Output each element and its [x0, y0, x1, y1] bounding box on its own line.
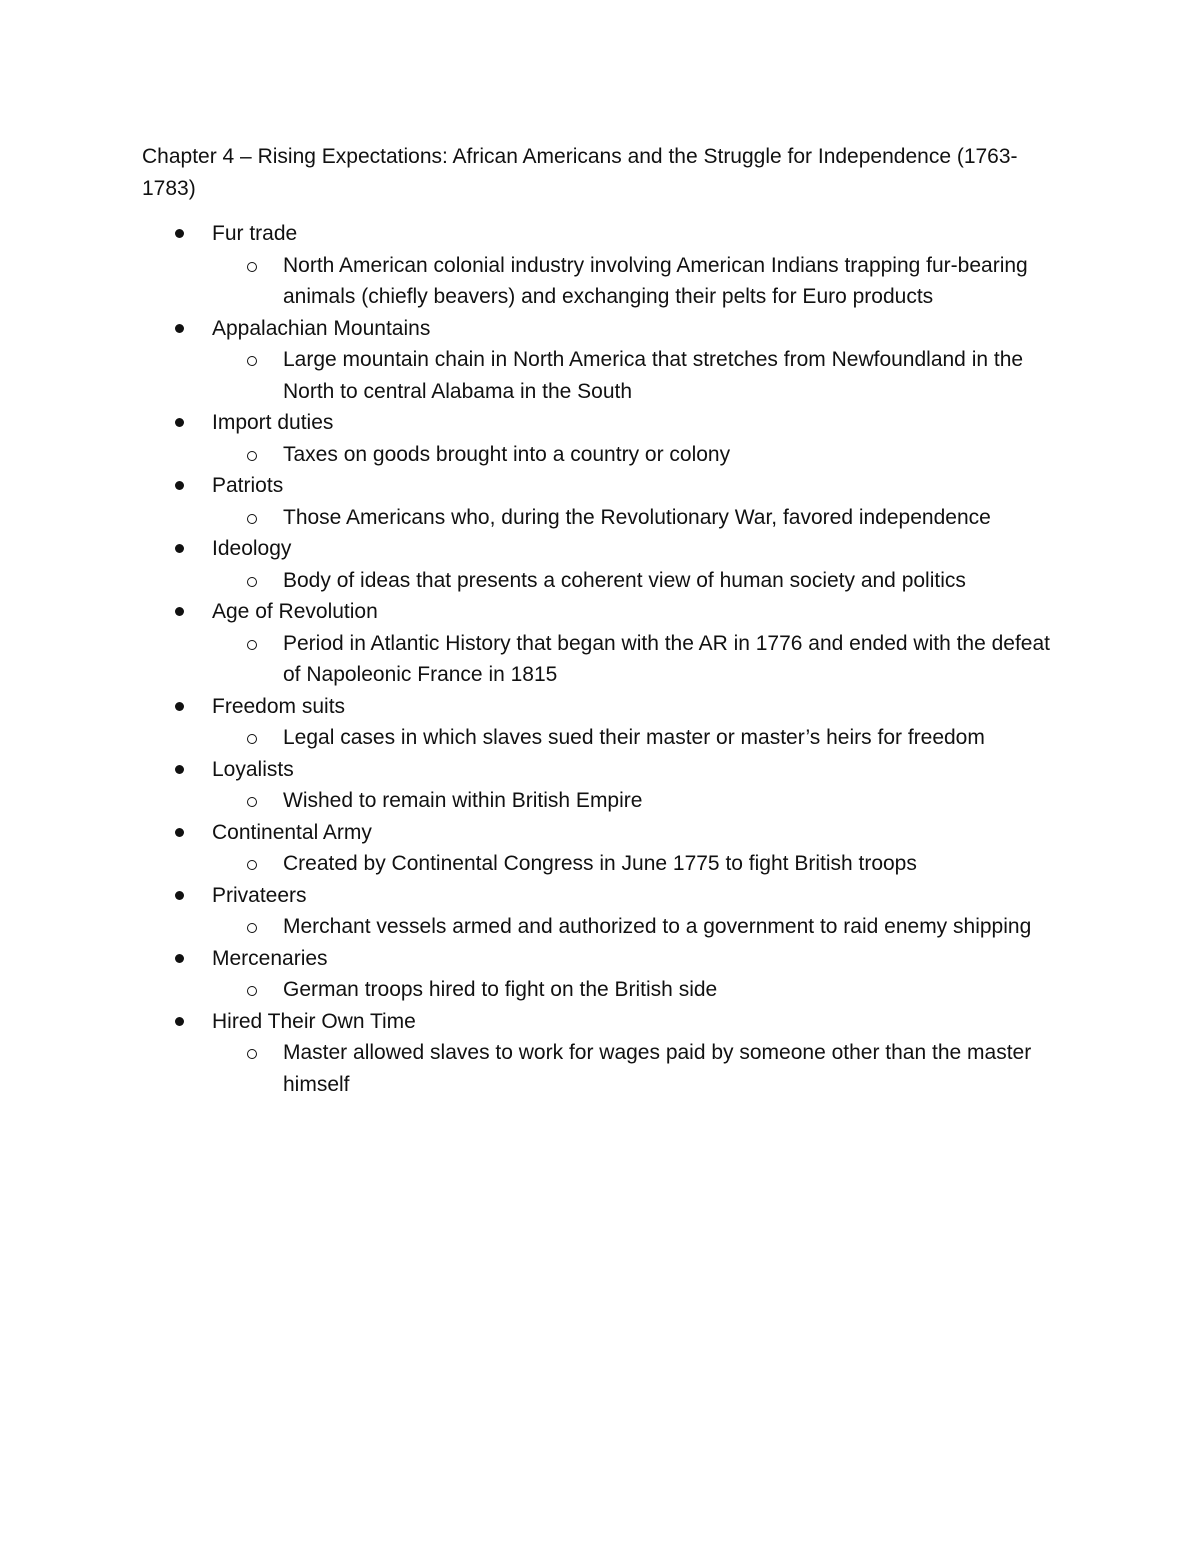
- term-item: [0, 470, 1200, 533]
- term-label: Ideology: [212, 537, 292, 560]
- term-row: [0, 470, 1200, 502]
- bullet-icon: [175, 544, 184, 553]
- term-row: [0, 943, 1200, 975]
- term-label: Appalachian Mountains: [212, 316, 431, 340]
- term-item: [0, 754, 1200, 817]
- definition-item: [283, 565, 1063, 597]
- term-item: [0, 313, 1200, 408]
- bullet-icon: [175, 954, 184, 963]
- circle-bullet-icon: [247, 262, 257, 272]
- bullet-icon: [175, 1017, 184, 1026]
- bullet-icon: [175, 418, 184, 427]
- definition-text: Master allowed slaves to work for wages paid by someone other than the master himself: [283, 1041, 1032, 1096]
- bullet-icon: [175, 702, 184, 711]
- term-label: Fur trade: [212, 222, 298, 245]
- definition-item: [283, 344, 1063, 407]
- definition-item: [283, 848, 1063, 880]
- bullet-icon: [175, 765, 184, 774]
- term-row: [0, 817, 1200, 849]
- term-item: [0, 817, 1200, 880]
- circle-bullet-icon: [247, 1049, 257, 1059]
- term-label: Loyalists: [212, 757, 294, 781]
- circle-bullet-icon: [247, 923, 257, 933]
- bullet-icon: [175, 891, 184, 900]
- term-item: [0, 880, 1200, 943]
- term-label: Age of Revolution: [212, 600, 378, 623]
- definition-item: [283, 974, 1063, 1006]
- definition-item: [283, 722, 1063, 754]
- bullet-icon: [175, 324, 184, 333]
- term-item: [0, 596, 1200, 691]
- term-list: [0, 218, 1200, 1100]
- term-row: [0, 754, 1200, 786]
- circle-bullet-icon: [247, 860, 257, 870]
- definition-text: Wished to remain within British Empire: [283, 789, 643, 812]
- definition-item: [283, 502, 1063, 534]
- definition-text: Legal cases in which slaves sued their master or master’s heirs for freedom: [283, 726, 985, 749]
- circle-bullet-icon: [247, 356, 257, 366]
- bullet-icon: [175, 481, 184, 490]
- circle-bullet-icon: [247, 640, 257, 650]
- term-label: Freedom suits: [212, 694, 346, 718]
- definition-text: Those Americans who, during the Revolutionary War, favored independence: [283, 505, 991, 529]
- bullet-icon: [175, 828, 184, 837]
- definition-text: Merchant vessels armed and authorized to a government to raid enemy shipping: [283, 915, 1032, 938]
- term-item: [0, 691, 1200, 754]
- circle-bullet-icon: [247, 514, 257, 524]
- definition-text: Period in Atlantic History that began with the AR in 1776 and ended with the defeat of Napoleonic France in 1815: [283, 631, 1051, 686]
- bullet-icon: [175, 229, 184, 238]
- definition-item: [283, 628, 1063, 691]
- term-item: [0, 1006, 1200, 1101]
- term-row: [0, 533, 1200, 565]
- term-row: [0, 313, 1200, 345]
- definition-text: Large mountain chain in North America that stretches from Newfoundland in the North to central Alabama in the South: [283, 348, 1024, 403]
- definition-item: [283, 785, 1063, 817]
- bullet-icon: [175, 607, 184, 616]
- term-row: [0, 407, 1200, 439]
- term-item: [0, 407, 1200, 470]
- term-item: [0, 218, 1200, 313]
- term-label: Continental Army: [212, 820, 372, 844]
- term-row: [0, 218, 1200, 250]
- circle-bullet-icon: [247, 451, 257, 461]
- term-label: Patriots: [212, 474, 284, 497]
- definition-text: Taxes on goods brought into a country or colony: [283, 442, 731, 466]
- definition-item: [283, 1037, 1063, 1100]
- definition-item: [283, 439, 1063, 471]
- definition-text: German troops hired to fight on the British side: [283, 978, 718, 1001]
- term-row: [0, 880, 1200, 912]
- term-label: Mercenaries: [212, 946, 328, 970]
- term-row: [0, 596, 1200, 628]
- term-row: [0, 1006, 1200, 1038]
- term-row: [0, 691, 1200, 723]
- circle-bullet-icon: [247, 986, 257, 996]
- definition-item: [283, 911, 1063, 943]
- term-label: Privateers: [212, 883, 307, 907]
- term-item: [0, 533, 1200, 596]
- circle-bullet-icon: [247, 734, 257, 744]
- chapter-title: Chapter 4 – Rising Expectations: African Americans and the Struggle for Independence (1763-1783): [142, 145, 1018, 200]
- term-label: Import duties: [212, 411, 334, 434]
- definition-item: [283, 250, 1063, 313]
- circle-bullet-icon: [247, 577, 257, 587]
- term-label: Hired Their Own Time: [212, 1009, 416, 1033]
- definition-text: Body of ideas that presents a coherent view of human society and politics: [283, 568, 966, 592]
- term-item: [0, 943, 1200, 1006]
- definition-text: Created by Continental Congress in June 1775 to fight British troops: [283, 852, 917, 875]
- definition-text: North American colonial industry involving American Indians trapping fur-bearing animals (chiefly beavers) and exchanging their pelts for Euro products: [283, 253, 1028, 308]
- circle-bullet-icon: [247, 797, 257, 807]
